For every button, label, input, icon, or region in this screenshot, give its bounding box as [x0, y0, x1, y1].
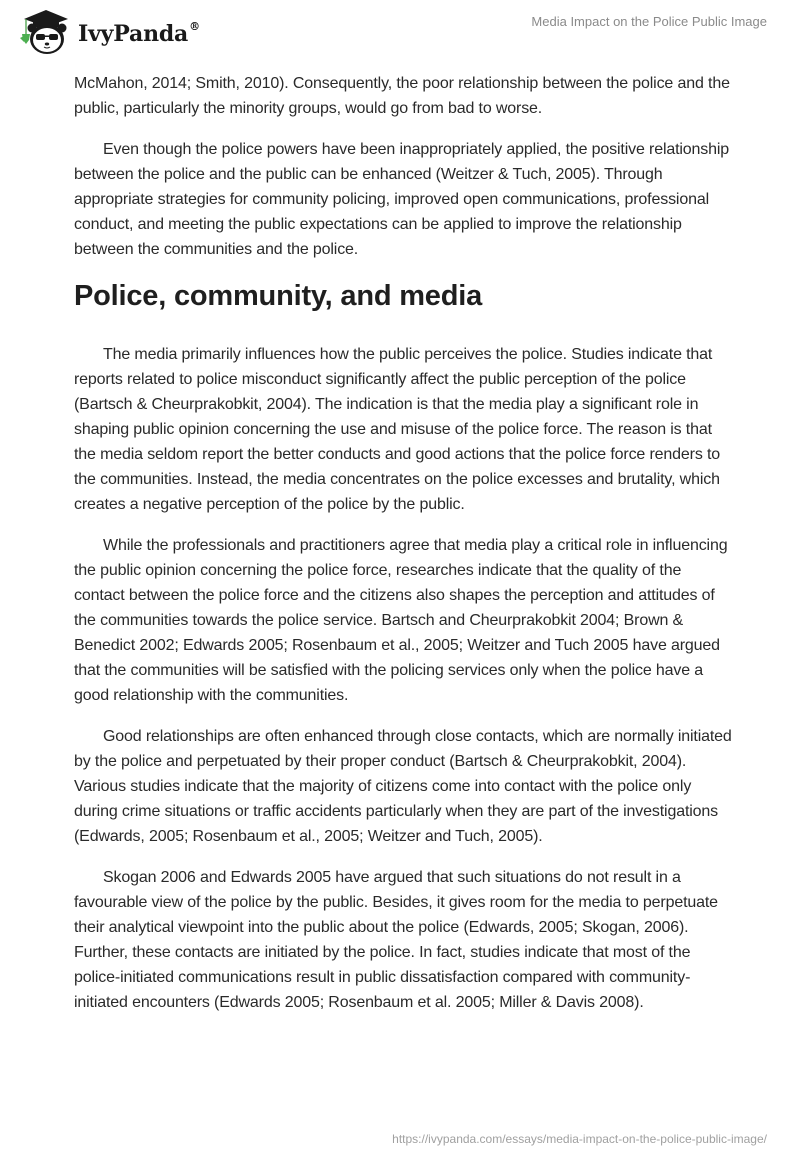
paragraph: Good relationships are often enhanced through close contacts, which are normally initiated by the police and perpetuated by their proper conduct (Bartsch & Cheurprakobkit, 2004). Various studies indicate that the majority of citizens come into contact with the police only during crime situations or traffic accidents particularly when they are part of the investigations (Edwards, 2005; Rosenbaum et al., 2005; Weitzer and Tuch, 2005). — [74, 728, 732, 845]
section-heading: Police, community, and media — [74, 280, 483, 312]
brand-name: IvyPanda® — [78, 19, 200, 47]
paragraph: Even though the police powers have been inappropriately applied, the positive relationship between the police and the public can be enhanced (Weitzer & Tuch, 2005). Through appropriate strategies for community policing, improved open communications, professional conduct, and meeting the public expectations can be applied to improve the relationship between the communities and the police. — [74, 141, 730, 258]
paragraph: Skogan 2006 and Edwards 2005 have argued that such situations do not result in a favourable view of the police by the public. Besides, it gives room for the media to perpetuate their analytical viewpoint into the public about the police (Edwards, 2005; Skogan, 2006). Further, these contacts are initiated by the police. In fact, studies indicate that most of the police-initiated communications result in public dissatisfaction compared with community-initiated encounters (Edwards 2005; Rosenbaum et al. 2005; Miller & Davis 2008). — [74, 869, 718, 1011]
ivypanda-logo[interactable] — [16, 8, 200, 56]
paragraph: The media primarily influences how the public perceives the police. Studies indicate that reports related to police misconduct significantly affect the public perception of the police (Bartsch & Cheurprakobkit, 2004). The indication is that the media play a significant role in shaping public opinion concerning the use and misuse of the police force. The reason is that the media seldom report the better conducts and good actions that the police force renders to the communities. Instead, the media concentrates on the police excesses and brutality, which creates a negative perception of the police by the public. — [74, 346, 721, 513]
registered-mark: ® — [189, 19, 200, 33]
essay-body — [74, 71, 734, 1031]
paragraph: While the professionals and practitioners agree that media play a critical role in influencing the public opinion concerning the police force, researches indicate that the quality of the contact between the police force and the citizens also shapes the perception and attitudes of the communities towards the police service. Bartsch and Cheurprakobkit 2004; Brown & Benedict 2002; Edwards 2005; Rosenbaum et al., 2005; Weitzer and Tuch 2005 have argued that the communities will be satisfied with the policing services only when the police have a good relationship with the communities. — [74, 537, 728, 704]
paragraph: McMahon, 2014; Smith, 2010). Consequently, the poor relationship between the police and the public, particularly the minority groups, would go from bad to worse. — [74, 75, 730, 117]
page-header — [0, 0, 800, 60]
source-url[interactable]: https://ivypanda.com/essays/media-impact-on-the-police-public-image/ — [392, 1132, 767, 1146]
panda-graduate-icon — [16, 8, 74, 56]
document-title: Media Impact on the Police Public Image — [531, 14, 767, 29]
